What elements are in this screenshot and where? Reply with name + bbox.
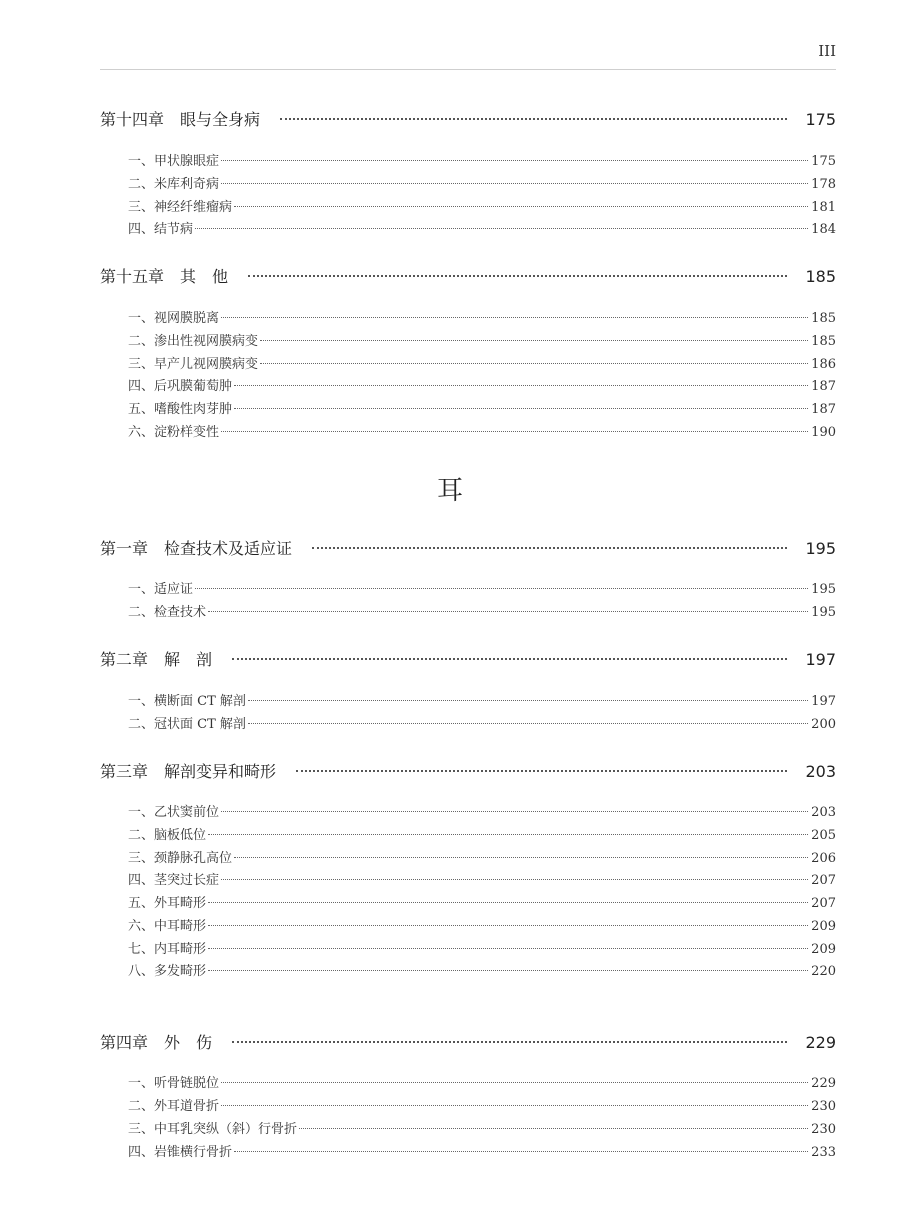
dot-leader (280, 118, 787, 120)
item-label: 一、适应证 (128, 582, 194, 597)
item-label: 二、检查技术 (128, 605, 207, 620)
item-label: 一、听骨链脱位 (128, 1076, 220, 1091)
item-label: 二、米库利奇病 (128, 177, 220, 192)
dot-leader (248, 700, 808, 701)
toc-item[interactable] (100, 578, 836, 597)
item-page: 187 (811, 379, 836, 394)
item-label: 一、横断面 CT 解剖 (128, 694, 246, 709)
item-page: 230 (811, 1099, 836, 1114)
toc-item[interactable] (100, 173, 836, 192)
toc-item[interactable] (100, 847, 836, 866)
item-label: 六、淀粉样变性 (128, 425, 220, 440)
item-label: 二、外耳道骨折 (128, 1099, 220, 1114)
item-label: 四、后巩膜葡萄肿 (128, 379, 233, 394)
dot-leader (248, 275, 787, 277)
chapter-page: 203 (805, 762, 836, 781)
dot-leader (232, 1041, 787, 1043)
item-label: 七、内耳畸形 (128, 942, 207, 957)
item-label: 一、甲状腺眼症 (128, 154, 220, 169)
dot-leader (260, 363, 808, 364)
toc-item[interactable] (100, 421, 836, 440)
item-page: 209 (811, 942, 836, 957)
dot-leader (208, 925, 808, 926)
toc-item[interactable] (100, 690, 836, 709)
item-page: 190 (811, 425, 836, 440)
item-page: 187 (811, 402, 836, 417)
item-page: 185 (811, 311, 836, 326)
toc-item[interactable] (100, 1118, 836, 1137)
toc-item[interactable] (100, 1141, 836, 1160)
dot-leader (221, 811, 808, 812)
dot-leader (232, 658, 787, 660)
item-label: 一、乙状窦前位 (128, 805, 220, 820)
item-label: 一、视网膜脱离 (128, 311, 220, 326)
toc-item[interactable] (100, 398, 836, 417)
toc-item[interactable] (100, 330, 836, 349)
item-page: 185 (811, 334, 836, 349)
toc-item[interactable] (100, 892, 836, 911)
toc-item[interactable] (100, 353, 836, 372)
item-page: 220 (811, 964, 836, 979)
dot-leader (248, 723, 808, 724)
toc-item[interactable] (100, 196, 836, 215)
item-label: 五、嗜酸性肉芽肿 (128, 402, 233, 417)
item-label: 三、早产儿视网膜病变 (128, 357, 259, 372)
dot-leader (195, 588, 808, 589)
item-page: 195 (811, 605, 836, 620)
chapter-page: 185 (805, 267, 836, 286)
toc-item[interactable] (100, 915, 836, 934)
chapter-title: 第二章 解 剖 (100, 650, 213, 669)
dot-leader (221, 1082, 808, 1083)
dot-leader (234, 385, 808, 386)
toc-item[interactable] (100, 801, 836, 820)
dot-leader (195, 228, 808, 229)
dot-leader (208, 948, 808, 949)
dot-leader (221, 879, 808, 880)
chapter-title: 第四章 外 伤 (100, 1033, 213, 1052)
dot-leader (234, 857, 808, 858)
toc-item[interactable] (100, 869, 836, 888)
chapter-page: 197 (805, 650, 836, 669)
item-page: 203 (811, 805, 836, 820)
item-label: 二、冠状面 CT 解剖 (128, 717, 246, 732)
item-page: 175 (811, 154, 836, 169)
dot-leader (312, 547, 787, 549)
toc-item[interactable] (100, 218, 836, 237)
item-page: 205 (811, 828, 836, 843)
item-label: 四、结节病 (128, 222, 194, 237)
toc-item[interactable] (100, 713, 836, 732)
item-label: 四、茎突过长症 (128, 873, 220, 888)
chapter-title: 第一章 检查技术及适应证 (100, 539, 293, 558)
toc-item[interactable] (100, 1095, 836, 1114)
dot-leader (221, 317, 808, 318)
item-page: 184 (811, 222, 836, 237)
toc-chapter-3[interactable] (100, 759, 836, 782)
item-label: 五、外耳畸形 (128, 896, 207, 911)
item-page: 229 (811, 1076, 836, 1091)
toc-item[interactable] (100, 824, 836, 843)
item-label: 八、多发畸形 (128, 964, 207, 979)
item-label: 二、渗出性视网膜病变 (128, 334, 259, 349)
dot-leader (208, 902, 808, 903)
item-page: 195 (811, 582, 836, 597)
dot-leader (221, 1105, 808, 1106)
dot-leader (260, 340, 808, 341)
item-page: 230 (811, 1122, 836, 1137)
dot-leader (221, 160, 808, 161)
dot-leader (234, 408, 808, 409)
item-page: 178 (811, 177, 836, 192)
chapter-page: 175 (805, 110, 836, 129)
item-page: 181 (811, 200, 836, 215)
chapter-page: 195 (805, 539, 836, 558)
toc-item[interactable] (100, 960, 836, 979)
item-page: 209 (811, 919, 836, 934)
toc-item[interactable] (100, 150, 836, 169)
dot-leader (221, 431, 808, 432)
item-label: 四、岩锥横行骨折 (128, 1145, 233, 1160)
item-label: 三、神经纤维瘤病 (128, 200, 233, 215)
dot-leader (234, 206, 808, 207)
page-number: III (818, 42, 836, 60)
item-label: 二、脑板低位 (128, 828, 207, 843)
section-heading: 耳 (436, 476, 463, 506)
toc-item[interactable] (100, 307, 836, 326)
item-page: 233 (811, 1145, 836, 1160)
toc-chapter-1[interactable] (100, 536, 836, 559)
toc-chapter-2[interactable] (100, 647, 836, 670)
toc-item[interactable] (100, 1072, 836, 1091)
dot-leader (299, 1128, 808, 1129)
item-page: 200 (811, 717, 836, 732)
chapter-title: 第十五章 其 他 (100, 267, 229, 286)
item-label: 三、中耳乳突纵（斜）行骨折 (128, 1122, 298, 1137)
dot-leader (208, 834, 808, 835)
item-page: 206 (811, 851, 836, 866)
item-page: 186 (811, 357, 836, 372)
chapter-title: 第三章 解剖变异和畸形 (100, 762, 277, 781)
toc-item[interactable] (100, 375, 836, 394)
dot-leader (234, 1151, 808, 1152)
item-page: 207 (811, 896, 836, 911)
header-rule (100, 69, 836, 70)
toc-chapter-14[interactable] (100, 107, 836, 130)
dot-leader (208, 970, 808, 971)
toc-item[interactable] (100, 601, 836, 620)
dot-leader (221, 183, 808, 184)
dot-leader (296, 770, 787, 772)
item-label: 六、中耳畸形 (128, 919, 207, 934)
item-page: 207 (811, 873, 836, 888)
toc-chapter-15[interactable] (100, 264, 836, 287)
chapter-title: 第十四章 眼与全身病 (100, 110, 261, 129)
item-page: 197 (811, 694, 836, 709)
dot-leader (208, 611, 808, 612)
toc-item[interactable] (100, 938, 836, 957)
chapter-page: 229 (805, 1033, 836, 1052)
item-label: 三、颈静脉孔高位 (128, 851, 233, 866)
toc-chapter-4[interactable] (100, 1030, 836, 1053)
